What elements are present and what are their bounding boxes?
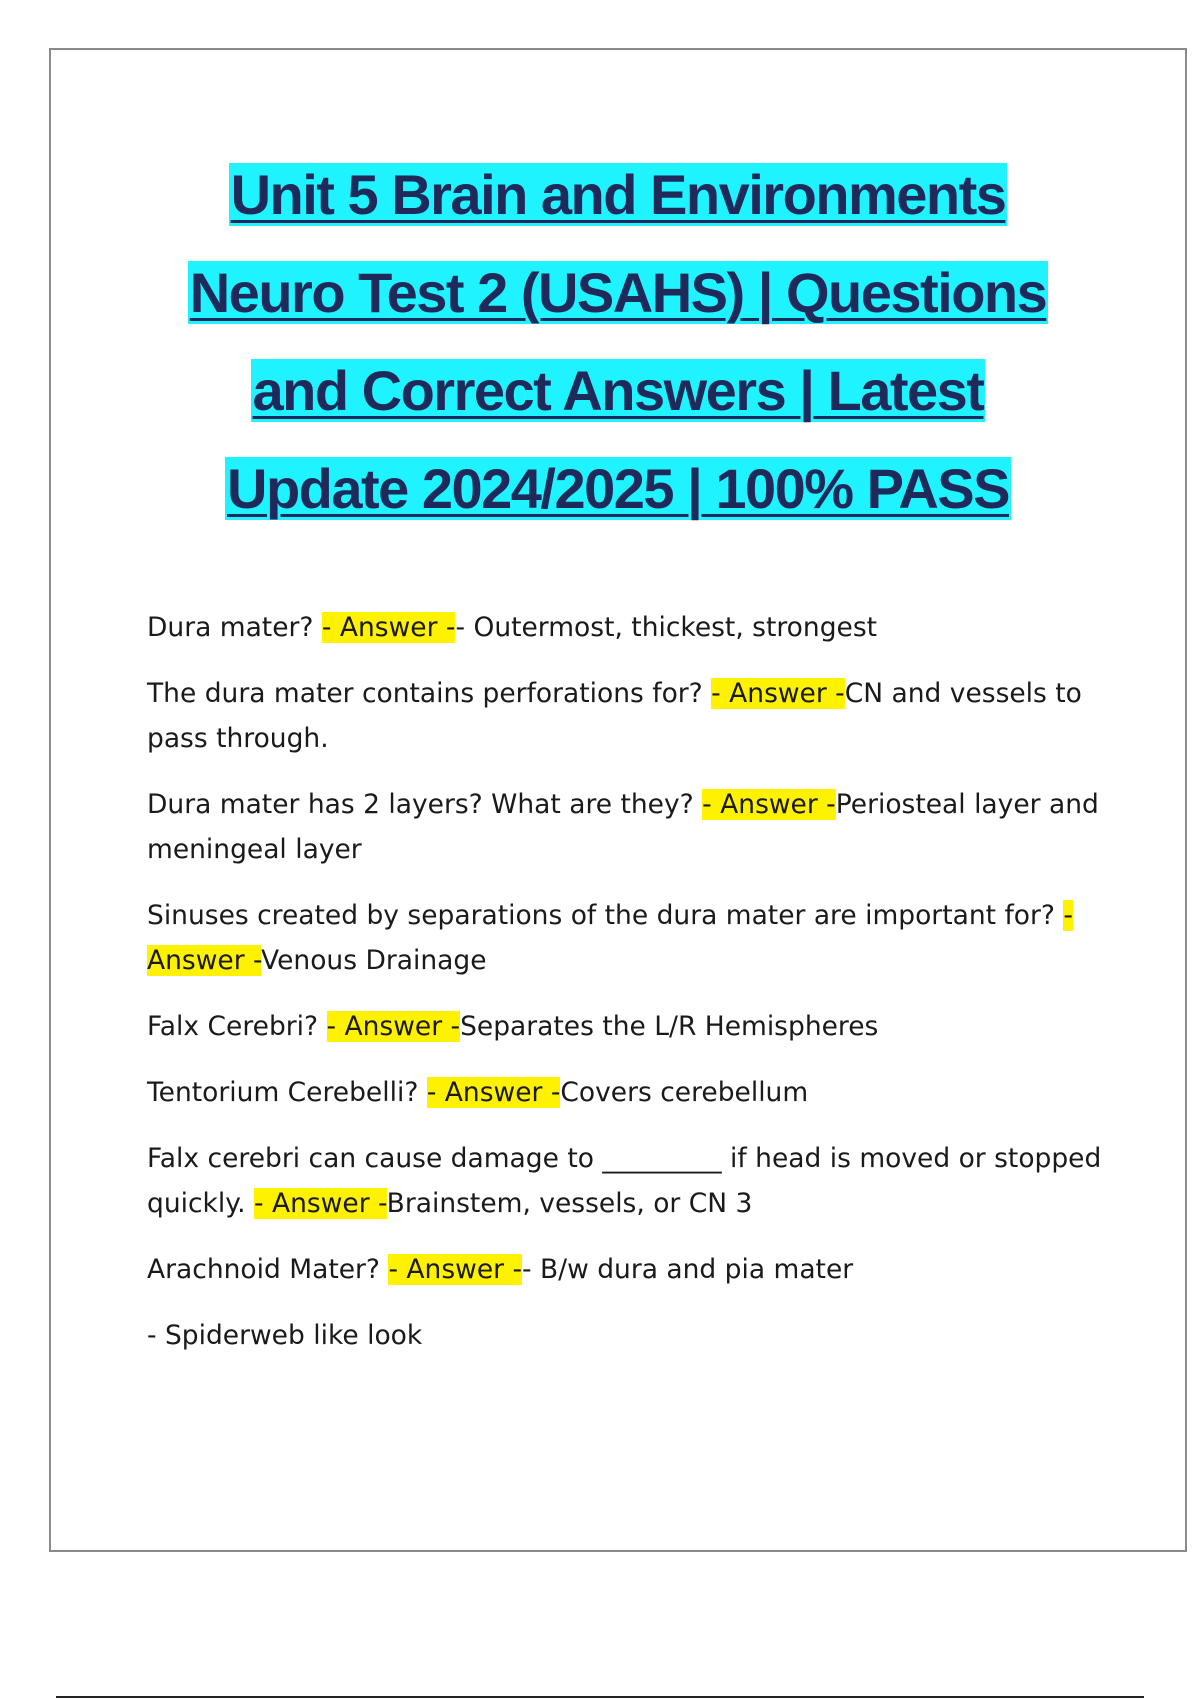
extra-note-line: - Spiderweb like look <box>147 1320 423 1351</box>
question-text: Dura mater? <box>147 612 322 643</box>
question-text: Arachnoid Mater? <box>147 1254 389 1285</box>
answer-marker: - Answer - <box>321 612 456 643</box>
bottom-divider <box>56 1696 1144 1698</box>
answer-marker: - Answer - <box>254 1188 387 1219</box>
title-line-1: Unit 5 Brain and Environments <box>230 163 1006 226</box>
qa-item-tentorium <box>147 1070 1137 1115</box>
question-text: The dura mater contains perforations for? <box>147 678 712 709</box>
qa-item-falx-cerebri <box>147 1004 1137 1049</box>
qa-list <box>147 605 1137 1379</box>
answer-marker: - Answer - <box>388 1254 523 1285</box>
answer-marker: - Answer - <box>326 1011 461 1042</box>
answer-text: Brainstem, vessels, or CN 3 <box>386 1188 753 1219</box>
answer-text: Venous Drainage <box>261 945 487 976</box>
qa-item-sinuses <box>147 893 1137 983</box>
qa-item-dura-mater <box>147 605 1137 650</box>
answer-marker: - Answer - <box>426 1077 561 1108</box>
qa-item-falx-damage <box>147 1136 1137 1226</box>
title-line-3: and Correct Answers | Latest <box>252 359 984 422</box>
question-text: Sinuses created by separations of the dura mater are important for? <box>147 900 1064 931</box>
answer-text: Periosteal layer and meningeal layer <box>147 789 1099 865</box>
title-line-4: Update 2024/2025 | 100% PASS <box>227 457 1009 520</box>
answer-text: Separates the L/R Hemispheres <box>460 1011 879 1042</box>
qa-item-dura-layers <box>147 782 1137 872</box>
answer-marker: - Answer - <box>702 789 836 820</box>
qa-item-arachnoid <box>147 1247 1137 1292</box>
answer-marker: - Answer - <box>711 678 845 709</box>
answer-text: - Outermost, thickest, strongest <box>455 612 878 643</box>
qa-item-perforations <box>147 671 1137 761</box>
document-title <box>51 146 1185 538</box>
question-text: Falx cerebri can cause damage to _________ if head is moved or stopped quickly. <box>147 1143 1102 1219</box>
question-text: Dura mater has 2 layers? What are they? <box>147 789 703 820</box>
question-text: Tentorium Cerebelli? <box>147 1077 427 1108</box>
answer-text: CN and vessels to pass through. <box>147 678 1082 754</box>
title-line-2: Neuro Test 2 (USAHS) | Questions <box>189 261 1047 324</box>
document-page <box>49 48 1187 1552</box>
answer-marker: - Answer - <box>147 900 1073 976</box>
question-text: Falx Cerebri? <box>147 1011 327 1042</box>
answer-text: Covers cerebellum <box>560 1077 809 1108</box>
answer-text: - B/w dura and pia mater <box>522 1254 854 1285</box>
